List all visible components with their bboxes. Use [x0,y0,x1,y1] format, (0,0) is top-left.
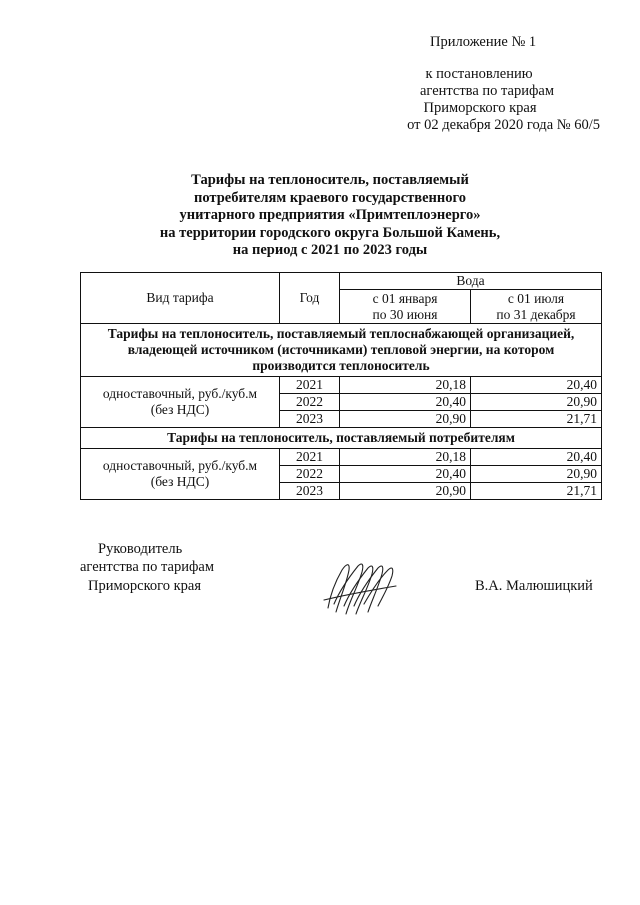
header-period-1 [340,290,471,324]
year-cell: 2021 [280,449,340,466]
table-header-row [81,273,602,290]
value-cell: 20,40 [471,449,602,466]
value-cell: 20,40 [471,377,602,394]
signer-title-line2: агентства по тарифам [80,559,214,575]
year-cell: 2023 [280,483,340,500]
section-title: Тарифы на теплоноситель, поставляемый теплоснабжающей организацией, владеющей источником (источниками) тепловой энергии, на котором производится теплоноситель [81,324,602,377]
value-cell: 20,40 [340,466,471,483]
appendix-line: к постановлению [425,66,533,82]
title-line: на период с 2021 по 2023 годы [232,242,428,258]
header-tariff-type: Вид тарифа [81,273,280,324]
handwritten-signature [320,556,400,618]
table-row [81,449,602,466]
section-title-row [81,324,602,377]
header-period-2-line1: с 01 июля [507,290,565,306]
year-cell: 2022 [280,466,340,483]
appendix-line: от 02 декабря 2020 года № 60/5 [407,117,600,133]
header-year: Год [280,273,340,324]
value-cell: 20,90 [340,411,471,428]
header-water: Вода [340,273,602,290]
header-period-1-line1: с 01 января [372,290,438,306]
tariff-type-cell [81,377,280,428]
value-cell: 20,40 [340,394,471,411]
year-cell: 2022 [280,394,340,411]
appendix-line: агентства по тарифам [420,83,554,99]
tariff-type-line1: одноставочный, руб./куб.м [102,458,258,473]
tariff-type-line1: одноставочный, руб./куб.м [102,386,258,401]
signer-title-line1: Руководитель [98,541,183,557]
tariff-type-cell [81,449,280,500]
title-line: потребителям краевого государственного [193,189,466,206]
title-line: на территории городского округа Большой Камень, [159,224,501,241]
appendix-reference [380,66,600,134]
table-row [81,377,602,394]
value-cell: 20,18 [340,377,471,394]
value-cell: 20,18 [340,449,471,466]
title-line: Тарифы на теплоноситель, поставляемый [191,172,469,188]
appendix-line: Приморского края [423,100,537,116]
value-cell: 21,71 [471,411,602,428]
header-period-2 [471,290,602,324]
header-period-1-line2: по 30 июня [372,306,438,322]
section-title: Тарифы на теплоноситель, поставляемый потребителям [81,428,602,449]
section-title-row [81,428,602,449]
tariff-type-line2: (без НДС) [150,474,210,489]
tariff-table [80,272,602,500]
value-cell: 21,71 [471,483,602,500]
appendix-number: Приложение № 1 [430,34,537,50]
header-period-2-line2: по 31 декабря [496,306,576,322]
tariff-type-line2: (без НДС) [150,402,210,417]
value-cell: 20,90 [471,394,602,411]
year-cell: 2021 [280,377,340,394]
document-title [120,172,540,260]
year-cell: 2023 [280,411,340,428]
signer-title-line3: Приморского края [88,578,202,594]
title-line: унитарного предприятия «Примтеплоэнерго» [179,207,481,223]
signature-stroke [328,565,349,612]
value-cell: 20,90 [471,466,602,483]
value-cell: 20,90 [340,483,471,500]
signer-name: В.А. Малюшицкий [475,578,593,594]
